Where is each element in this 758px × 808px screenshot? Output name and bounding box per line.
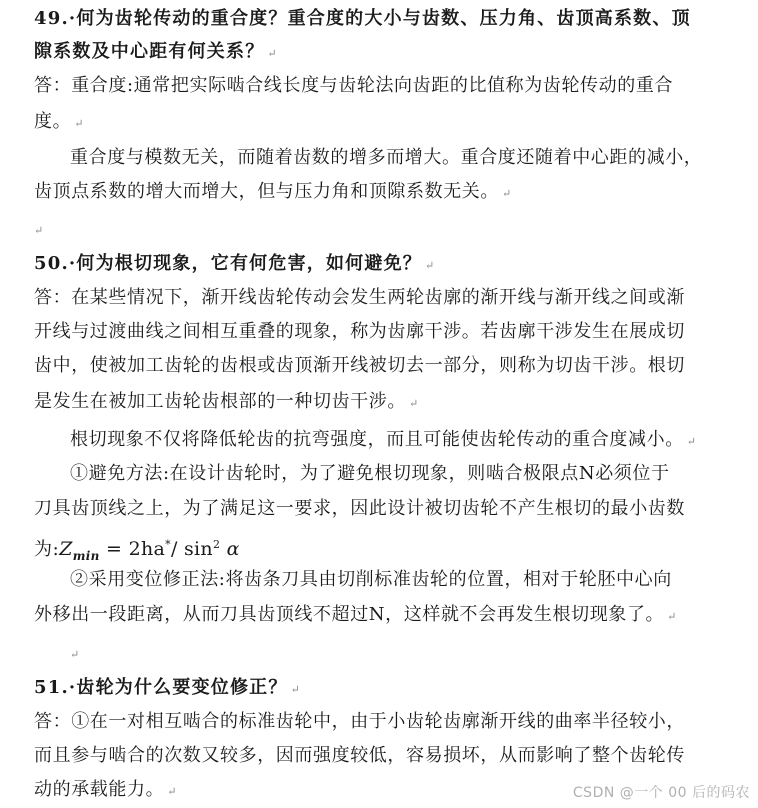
answer-51-line-3: 动的承载能力。 ↵ (34, 779, 178, 800)
paragraph-mark: ↵ (424, 259, 436, 272)
answer-50-line-9: ②采用变位修正法:将齿条刀具由切削标准齿轮的位置，相对于轮胚中心向 (70, 569, 672, 590)
answer-50-line-1: 答：在某些情况下，渐开线齿轮传动会发生两轮齿廓的渐开线与渐开线之间或渐 (34, 287, 685, 308)
question-49-title-line-1: 49.·何为齿轮传动的重合度？重合度的大小与齿数、压力角、齿顶高系数、顶 (34, 8, 691, 29)
paragraph-mark: ↵ (667, 610, 677, 623)
answer-51-line-1: 答：①在一对相互啮合的标准齿轮中，由于小齿轮齿廓渐开线的曲率半径较小， (34, 711, 685, 732)
paragraph-mark: ↵ (502, 187, 512, 200)
question-51-title: 51.·齿轮为什么要变位修正？ ↵ (34, 677, 302, 698)
csdn-watermark: CSDN @一个 00 后的码农 (572, 785, 750, 801)
answer-49-line-1: 答：重合度:通常把实际啮合线长度与齿轮法向齿距的比值称为齿轮传动的重合 (34, 75, 674, 96)
question-49-title-line-2: 隙系数及中心距有何关系？ ↵ (34, 41, 278, 62)
answer-50-line-4: 是发生在被加工齿轮齿根部的一种切齿干涉。 ↵ (34, 391, 419, 412)
answer-50-line-10: 外移出一段距离，从而刀具齿顶线不超过N，这样就不会再发生根切现象了。 ↵ (34, 604, 677, 625)
answer-50-line-2: 开线与过渡曲线之间相互重叠的现象，称为齿廓干涉。若齿廓干涉发生在展成切 (34, 321, 685, 342)
question-50-title: 50.·何为根切现象，它有何危害，如何避免？ ↵ (34, 253, 436, 274)
paragraph-mark: ↵ (167, 785, 178, 798)
paragraph-mark: ↵ (267, 47, 278, 60)
paragraph-mark: ↵ (290, 683, 302, 696)
paragraph-mark: ↵ (686, 435, 697, 448)
answer-50-line-6: ①避免方法:在设计齿轮时，为了避免根切现象，则啮合极限点N必须位于 (70, 463, 670, 484)
answer-50-line-7: 刀具齿顶线之上，为了满足这一要求，因此设计被切齿轮不产生根切的最小齿数 (34, 498, 685, 519)
answer-49-line-3: 重合度与模数无关，而随着齿数的增多而增大。重合度还随着中心距的减小， (70, 147, 703, 168)
paragraph-mark: ↵ (409, 397, 419, 410)
paragraph-mark: ↵ (74, 117, 85, 130)
answer-50-line-3: 齿中，使被加工齿轮的齿根或齿顶渐开线被切去一部分，则称为切齿干涉。根切 (34, 355, 685, 376)
answer-50-line-8: 为$:Z_{min} = 2ha^*/$ $\sin^2 \alpha$ (34, 538, 240, 563)
answer-51-line-2: 而且参与啮合的次数又较多，因而强度较低，容易损坏，从而影响了整个齿轮传 (34, 745, 685, 766)
answer-49-line-2: 度。 ↵ (34, 111, 85, 132)
empty-paragraph-mark: ↵ (34, 224, 44, 237)
min-teeth-formula: $Z_{min} = 2ha^*/$ $\sin^2 \alpha$ (59, 538, 240, 563)
empty-paragraph-mark: ↵ (70, 648, 80, 661)
answer-49-line-4: 齿顶点系数的增大而增大，但与压力角和顶隙系数无关。 ↵ (34, 181, 512, 202)
answer-50-line-5: 根切现象不仅将降低轮齿的抗弯强度，而且可能使齿轮传动的重合度减小。 ↵ (70, 429, 697, 450)
